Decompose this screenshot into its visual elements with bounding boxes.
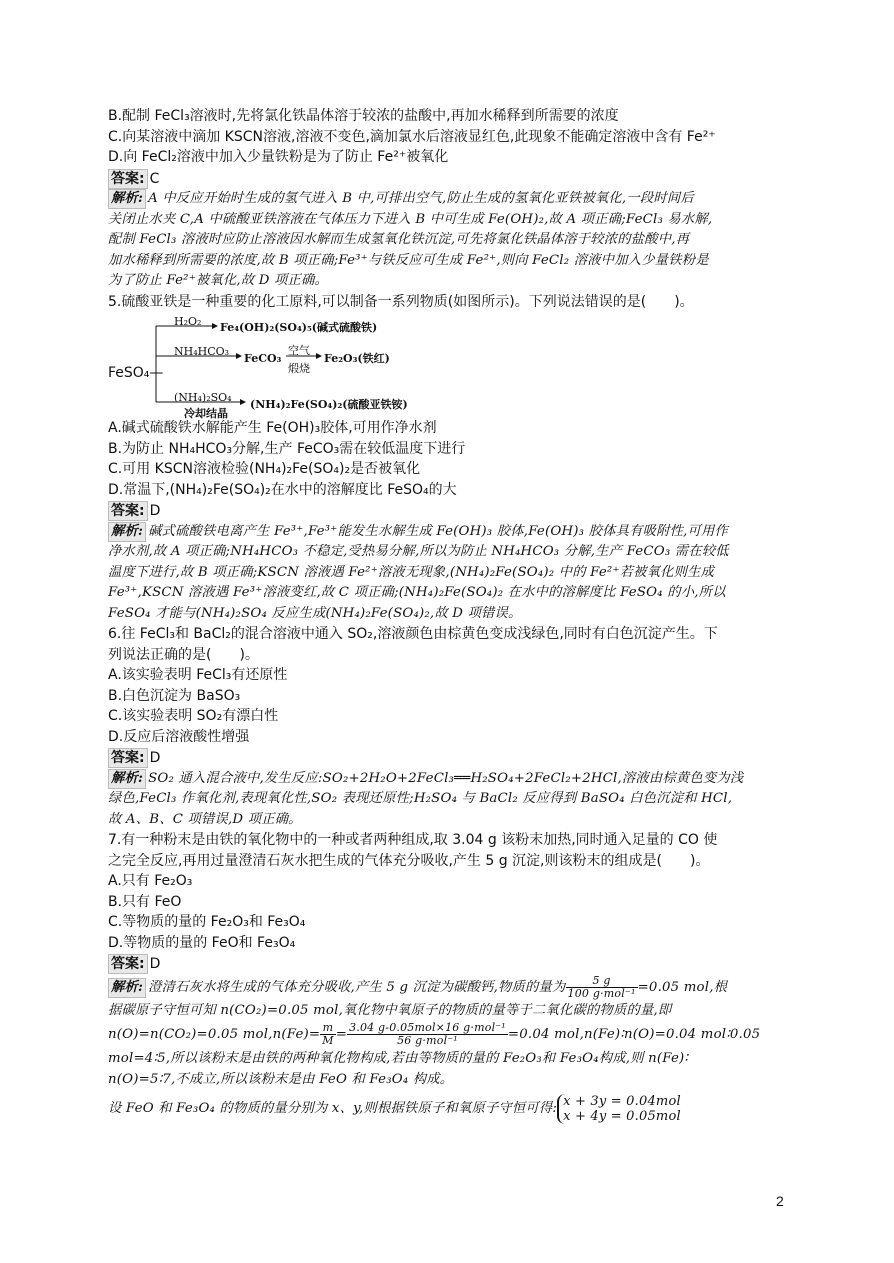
q5-reaction-diagram [108,314,788,420]
fraction-denominator: 56 g·mol⁻¹ [397,1034,458,1047]
q5-analysis-row [108,522,788,543]
reagent-nh4-2so4: (NH₄)₂SO₄ [174,391,232,404]
reagent-h2o2: H₂O₂ [174,315,202,328]
q6-option-b: B.白色沉淀为 BaSO₃ [108,687,241,704]
fraction-numerator: m [320,1022,335,1035]
option-c-top: C.向某溶液中滴加 KSCN溶液,溶液不变色,滴加氯水后溶液显红色,此现象不能确定溶液中含有 Fe²⁺ [108,128,716,145]
q5-option-c: C.可用 KSCN溶液检验(NH₄)₂Fe(SO₄)₂是否被氧化 [108,461,421,477]
equation-system [557,1094,681,1124]
analysis-line: 净水剂,故 A 项正确;NH₄HCO₃ 不稳定,受热易分解,所以为防止 NH₄HCO₃ 分解,生产 FeCO₃ 需在较低 [108,544,729,559]
diagram-start: FeSO₄— [108,365,164,381]
fraction-moles-caco3 [566,975,638,1000]
answer-value: D [149,956,161,972]
answer-tag: 答案: [108,748,148,768]
analysis-line: 关闭止水夹 C,A 中硫酸亚铁溶液在气体压力下进入 B 中可生成 Fe(OH)₂,故 A 项正确;FeCl₃ 易水解, [108,211,713,227]
analysis-line: 澄清石灰水将生成的气体充分吸收,产生 5 g 沉淀为碳酸钙,物质的量为 [148,979,566,995]
q7-option-b: B.只有 FeO [108,893,182,910]
q5-answer-row [108,501,788,522]
q7-analysis-row [108,975,788,1001]
fraction-denominator: M [322,1034,334,1047]
analysis-line: FeSO₄ 才能与(NH₄)₂SO₄ 反应生成(NH₄)₂Fe(SO₄)₂,故 D 项错误。 [108,605,522,621]
q6-answer-row [108,748,788,769]
analysis-tag: 解析: [108,189,146,209]
analysis-line: 碱式硫酸铁电离产生 Fe³⁺,Fe³⁺能发生水解生成 Fe(OH)₃ 胶体,Fe(OH)₃ 胶体具有吸附性,可用作 [148,523,728,539]
analysis-tag: 解析: [108,769,146,789]
q5-option-b: B.为防止 NH₄HCO₃分解,生产 FeCO₃需在较低温度下进行 [108,440,466,457]
answer-value: C [149,170,160,187]
reagent-nh4hco3: NH₄HCO₃ [174,345,230,358]
analysis-tag: 解析: [108,522,146,542]
q7-analysis-line3 [108,1021,788,1049]
cond-air: 空气 [288,344,310,357]
analysis-line: =0.04 mol,n(Fe)∶n(O)=0.04 mol∶0.05 [507,1027,761,1042]
answer-tag: 答案: [108,954,148,974]
analysis-line: SO₂ 通入混合液中,发生反应:SO₂+2H₂O+2FeCl₃══H₂SO₄+2FeCl₂+2HCl,溶液由棕黄色变为浅 [148,770,744,786]
answer-tag: 答案: [108,169,148,189]
analysis-line: 故 A、B、C 项错误,D 项正确。 [108,811,302,827]
document-body [108,106,788,1126]
q4-answer-row [108,169,788,190]
q6-option-c: C.该实验表明 SO₂有漂白性 [108,708,279,724]
analysis-line: n(O)=5∶7,不成立,所以该粉末是由 FeO 和 Fe₃O₄ 构成。 [108,1071,454,1087]
analysis-line: 加水稀释到所需要的浓度,故 B 项正确;Fe³⁺与铁反应可生成 Fe²⁺,则向 FeCl₂ 溶液中加入少量铁粉是 [108,252,709,268]
q6-option-d: D.反应后溶液酸性增强 [108,728,250,745]
fraction-m-over-M [320,1022,335,1047]
analysis-line: 据碳原子守恒可知 n(CO₂)=0.05 mol,氧化物中氧原子的物质的量等于二氧化碳的物质的量,即 [108,1002,672,1018]
q7-stem-line: 之完全反应,再用过量澄清石灰水把生成的气体充分吸收,产生 5 g 沉淀,则该粉末的组成是( )。 [108,852,710,869]
fraction-numerator: 3.04 g-0.05mol×16 g·mol⁻¹ [349,1021,506,1034]
product-mohr-salt: (NH₄)₂Fe(SO₄)₂(硫酸亚铁铵) [250,398,408,411]
analysis-tag: 解析: [108,978,146,998]
fraction-numerator: 5 g [566,975,638,988]
cond-calcine: 煅烧 [288,362,310,375]
q6-option-a: A.该实验表明 FeCl₃有还原性 [108,667,288,683]
q7-option-d: D.等物质的量的 FeO和 Fe₃O₄ [108,934,296,951]
q7-option-c: C.等物质的量的 Fe₂O₃和 Fe₃O₄ [108,914,306,930]
product-basic-iron-sulfate: Fe₄(OH)₂(SO₄)₅(碱式硫酸铁) [220,321,378,334]
analysis-line: 设 FeO 和 Fe₃O₄ 的物质的量分别为 x、y,则根据铁原子和氧原子守恒可得: [108,1101,558,1116]
cond-cool-crystallize: 冷却结晶 [184,407,228,420]
fraction-moles-fe [347,1022,508,1047]
equation-2: x + 4y = 0.05mol [563,1108,681,1124]
q6-stem-line: 6.往 FeCl₃和 BaCl₂的混合溶液中通入 SO₂,溶液颜色由棕黄色变成浅绿色,同时有白色沉淀产生。下 [108,626,718,642]
fraction-denominator: 100 g·mol⁻¹ [567,986,636,1000]
analysis-line: A 中反应开始时生成的氢气进入 B 中,可排出空气,防止生成的氢氧化亚铁被氧化,一段时间后 [148,191,694,206]
analysis-line: mol=4∶5,所以该粉末是由铁的两种氧化物构成,若由等物质的量的 Fe₂O₃和 Fe₃O₄构成,则 n(Fe)∶ [108,1051,689,1066]
q6-stem-line: 列说法正确的是( )。 [108,646,259,663]
analysis-line: = [335,1027,348,1042]
product-iron-red: Fe₂O₃(铁红) [324,352,390,365]
option-b-top: B.配制 FeCl₃溶液时,先将氯化铁晶体溶于较浓的盐酸中,再加水稀释到所需要的浓度 [108,108,619,124]
answer-value: D [149,503,161,519]
analysis-line: 温度下进行,故 B 项正确;KSCN 溶液遇 Fe²⁺溶液无现象,(NH₄)₂Fe(SO₄)₂ 中的 Fe²⁺若被氧化则生成 [108,564,715,580]
equation-1: x + 3y = 0.04mol [563,1093,681,1109]
q4-analysis-row [108,189,788,210]
q5-option-d: D.常温下,(NH₄)₂Fe(SO₄)₂在水中的溶解度比 FeSO₄的大 [108,481,457,498]
q5-option-a: A.碱式硫酸铁水解能产生 Fe(OH)₃胶体,可用作净水剂 [108,420,437,436]
q7-analysis-line6 [108,1092,788,1126]
option-d-top: D.向 FeCl₂溶液中加入少量铁粉是为了防止 Fe²⁺被氧化 [108,149,449,165]
analysis-line: 绿色,FeCl₃ 作氧化剂,表现氧化性,SO₂ 表现还原性;H₂SO₄ 与 BaCl₂ 反应得到 BaSO₄ 白色沉淀和 HCl, [108,791,733,806]
analysis-line: =0.05 mol,根 [637,979,728,995]
analysis-line: n(O)=n(CO₂)=0.05 mol,n(Fe)= [108,1027,321,1042]
q7-option-a: A.只有 Fe₂O₃ [108,873,193,889]
answer-value: D [149,750,161,766]
analysis-line: Fe³⁺,KSCN 溶液遇 Fe³⁺溶液变红,故 C 项正确;(NH₄)₂Fe(SO₄)₂ 在水中的溶解度比 FeSO₄ 的小,所以 [108,585,726,600]
analysis-line: 为了防止 Fe²⁺被氧化,故 D 项正确。 [108,273,329,288]
answer-tag: 答案: [108,501,148,521]
product-feco3: FeCO₃ [244,352,282,365]
page-number: 2 [776,1193,784,1209]
q7-answer-row [108,954,788,975]
analysis-line: 配制 FeCl₃ 溶液时应防止溶液因水解而生成氢氧化铁沉淀,可先将氯化铁晶体溶于较浓的盐酸中,再 [108,232,690,247]
q7-stem-line: 7.有一种粉末是由铁的氧化物中的一种或者两种组成,取 3.04 g 该粉末加热,同时通入足量的 CO 使 [108,832,718,848]
q5-stem: 5.硫酸亚铁是一种重要的化工原料,可以制备一系列物质(如图所示)。下列说法错误的是( )。 [108,293,694,310]
q6-analysis-row [108,769,788,790]
